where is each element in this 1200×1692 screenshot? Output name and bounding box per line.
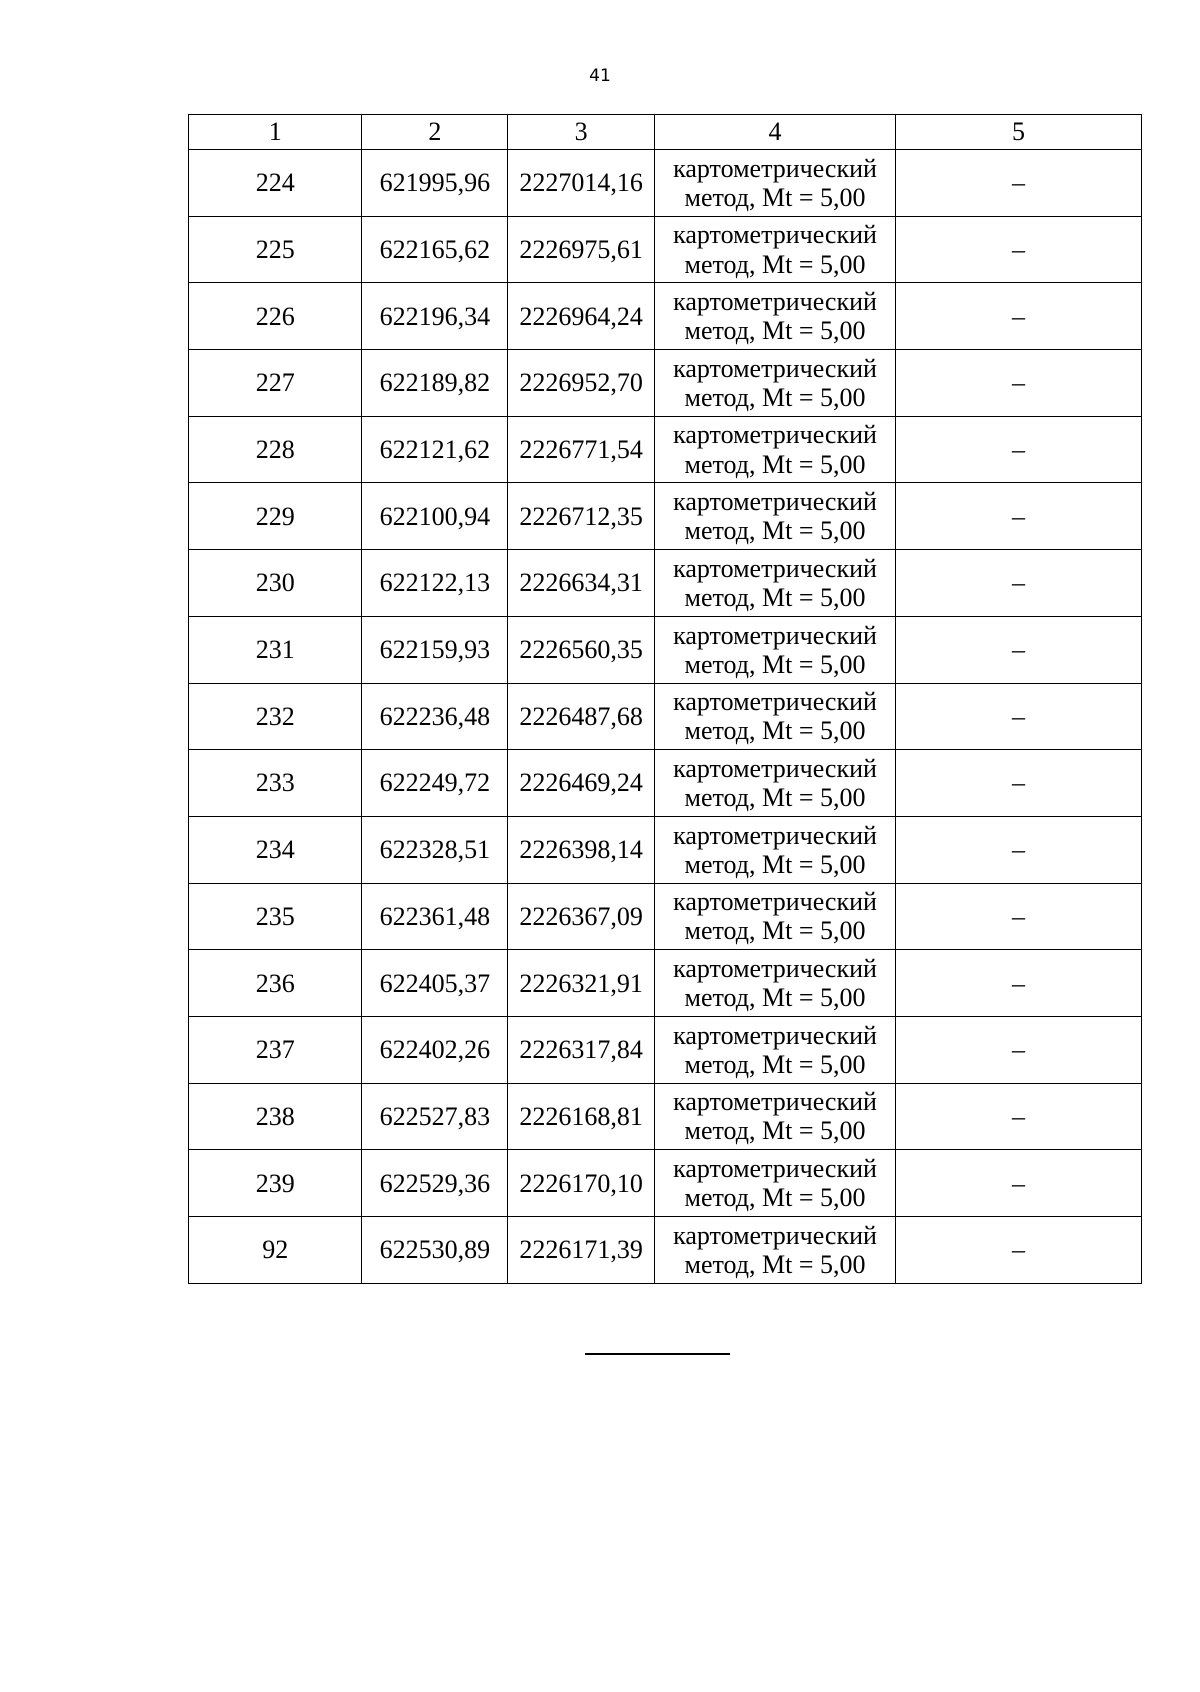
method-cell: [654, 750, 895, 817]
coordinate-y-cell: 2226952,70: [508, 350, 655, 417]
method-line-1: картометрический: [673, 220, 877, 250]
method-cell: [654, 816, 895, 883]
method-cell: [654, 216, 895, 283]
end-rule-divider: [585, 1353, 730, 1355]
table-row: [189, 616, 1142, 683]
coordinate-x-cell: 622361,48: [362, 883, 508, 950]
method-line-2: метод, Mt = 5,00: [684, 783, 866, 813]
note-cell: –: [896, 283, 1142, 350]
method-line-2: метод, Mt = 5,00: [684, 916, 866, 946]
method-cell: [654, 416, 895, 483]
method-cell: [654, 283, 895, 350]
method-line-2: метод, Mt = 5,00: [684, 516, 866, 546]
method-cell: [654, 483, 895, 550]
note-cell: –: [896, 350, 1142, 417]
table-body: [189, 115, 1142, 1284]
method-line-1: картометрический: [673, 420, 877, 450]
method-line-1: картометрический: [673, 1154, 877, 1184]
point-number-cell: 231: [189, 616, 362, 683]
table-row: [189, 883, 1142, 950]
table-row: [189, 416, 1142, 483]
method-cell: [654, 1083, 895, 1150]
coordinate-y-cell: 2226975,61: [508, 216, 655, 283]
note-cell: –: [896, 416, 1142, 483]
method-line-1: картометрический: [673, 153, 877, 183]
method-cell: [654, 550, 895, 617]
coordinate-x-cell: 622122,13: [362, 550, 508, 617]
coordinate-x-cell: 622236,48: [362, 683, 508, 750]
point-number-cell: 227: [189, 350, 362, 417]
note-cell: –: [896, 216, 1142, 283]
table-row: [189, 283, 1142, 350]
coordinate-y-cell: 2226712,35: [508, 483, 655, 550]
note-cell: –: [896, 616, 1142, 683]
method-line-2: метод, Mt = 5,00: [684, 382, 866, 412]
method-cell: [654, 1016, 895, 1083]
note-cell: –: [896, 816, 1142, 883]
header-cell: 2: [362, 115, 508, 150]
point-number-cell: 92: [189, 1217, 362, 1284]
method-line-2: метод, Mt = 5,00: [684, 1049, 866, 1079]
coordinate-x-cell: 622100,94: [362, 483, 508, 550]
coordinate-y-cell: 2226634,31: [508, 550, 655, 617]
method-cell: [654, 950, 895, 1017]
method-cell: [654, 883, 895, 950]
table-row: [189, 1150, 1142, 1217]
note-cell: –: [896, 550, 1142, 617]
table-row: [189, 1016, 1142, 1083]
method-line-2: метод, Mt = 5,00: [684, 582, 866, 612]
note-cell: –: [896, 1016, 1142, 1083]
coordinate-x-cell: 621995,96: [362, 150, 508, 217]
method-line-1: картометрический: [673, 820, 877, 850]
coordinates-table: [188, 114, 1142, 1284]
method-line-2: метод, Mt = 5,00: [684, 1249, 866, 1279]
method-line-1: картометрический: [673, 287, 877, 317]
coordinate-x-cell: 622196,34: [362, 283, 508, 350]
method-line-1: картометрический: [673, 1020, 877, 1050]
method-line-2: метод, Mt = 5,00: [684, 983, 866, 1013]
coordinate-y-cell: 2226469,24: [508, 750, 655, 817]
point-number-cell: 237: [189, 1016, 362, 1083]
point-number-cell: 229: [189, 483, 362, 550]
method-line-1: картометрический: [673, 620, 877, 650]
method-cell: [654, 616, 895, 683]
table-row: [189, 483, 1142, 550]
point-number-cell: 235: [189, 883, 362, 950]
header-cell: 5: [896, 115, 1142, 150]
coordinate-x-cell: 622189,82: [362, 350, 508, 417]
coordinate-y-cell: 2226317,84: [508, 1016, 655, 1083]
coordinate-x-cell: 622402,26: [362, 1016, 508, 1083]
coordinate-y-cell: 2226168,81: [508, 1083, 655, 1150]
coordinate-x-cell: 622527,83: [362, 1083, 508, 1150]
note-cell: –: [896, 1150, 1142, 1217]
coordinate-y-cell: 2226321,91: [508, 950, 655, 1017]
page-number: 41: [589, 66, 611, 86]
note-cell: –: [896, 150, 1142, 217]
table-row: [189, 216, 1142, 283]
point-number-cell: 232: [189, 683, 362, 750]
note-cell: –: [896, 483, 1142, 550]
coordinate-y-cell: 2226771,54: [508, 416, 655, 483]
point-number-cell: 225: [189, 216, 362, 283]
method-line-1: картометрический: [673, 1220, 877, 1250]
method-cell: [654, 350, 895, 417]
table-row: [189, 950, 1142, 1017]
point-number-cell: 236: [189, 950, 362, 1017]
table-row: [189, 150, 1142, 217]
coordinate-y-cell: 2227014,16: [508, 150, 655, 217]
table-row: [189, 1083, 1142, 1150]
header-cell: 4: [654, 115, 895, 150]
method-cell: [654, 1150, 895, 1217]
coordinate-x-cell: 622405,37: [362, 950, 508, 1017]
coordinate-y-cell: 2226487,68: [508, 683, 655, 750]
coordinate-y-cell: 2226398,14: [508, 816, 655, 883]
method-line-2: метод, Mt = 5,00: [684, 1116, 866, 1146]
method-line-1: картометрический: [673, 953, 877, 983]
method-line-1: картометрический: [673, 753, 877, 783]
method-cell: [654, 683, 895, 750]
method-line-1: картометрический: [673, 487, 877, 517]
table-row: [189, 683, 1142, 750]
header-cell: 3: [508, 115, 655, 150]
coordinate-x-cell: 622530,89: [362, 1217, 508, 1284]
point-number-cell: 230: [189, 550, 362, 617]
method-line-1: картометрический: [673, 553, 877, 583]
method-line-1: картометрический: [673, 353, 877, 383]
coordinate-x-cell: 622165,62: [362, 216, 508, 283]
point-number-cell: 226: [189, 283, 362, 350]
note-cell: –: [896, 683, 1142, 750]
table-header-row: [189, 115, 1142, 150]
coordinate-y-cell: 2226171,39: [508, 1217, 655, 1284]
method-line-2: метод, Mt = 5,00: [684, 249, 866, 279]
point-number-cell: 233: [189, 750, 362, 817]
point-number-cell: 234: [189, 816, 362, 883]
note-cell: –: [896, 750, 1142, 817]
header-cell: 1: [189, 115, 362, 150]
method-cell: [654, 150, 895, 217]
point-number-cell: 224: [189, 150, 362, 217]
point-number-cell: 239: [189, 1150, 362, 1217]
coordinate-y-cell: 2226560,35: [508, 616, 655, 683]
note-cell: –: [896, 950, 1142, 1017]
coordinate-x-cell: 622159,93: [362, 616, 508, 683]
coordinate-x-cell: 622529,36: [362, 1150, 508, 1217]
note-cell: –: [896, 883, 1142, 950]
coordinate-x-cell: 622328,51: [362, 816, 508, 883]
method-line-1: картометрический: [673, 1087, 877, 1117]
table-row: [189, 1217, 1142, 1284]
coordinate-y-cell: 2226367,09: [508, 883, 655, 950]
method-line-2: метод, Mt = 5,00: [684, 649, 866, 679]
note-cell: –: [896, 1217, 1142, 1284]
table-row: [189, 350, 1142, 417]
method-line-2: метод, Mt = 5,00: [684, 716, 866, 746]
method-line-2: метод, Mt = 5,00: [684, 316, 866, 346]
method-line-1: картометрический: [673, 887, 877, 917]
method-line-2: метод, Mt = 5,00: [684, 182, 866, 212]
point-number-cell: 228: [189, 416, 362, 483]
note-cell: –: [896, 1083, 1142, 1150]
point-number-cell: 238: [189, 1083, 362, 1150]
method-line-2: метод, Mt = 5,00: [684, 849, 866, 879]
coordinate-y-cell: 2226964,24: [508, 283, 655, 350]
method-line-1: картометрический: [673, 687, 877, 717]
table-row: [189, 550, 1142, 617]
method-line-2: метод, Mt = 5,00: [684, 1183, 866, 1213]
table-row: [189, 816, 1142, 883]
coordinate-x-cell: 622249,72: [362, 750, 508, 817]
method-cell: [654, 1217, 895, 1284]
method-line-2: метод, Mt = 5,00: [684, 449, 866, 479]
coordinate-x-cell: 622121,62: [362, 416, 508, 483]
coordinate-y-cell: 2226170,10: [508, 1150, 655, 1217]
table-row: [189, 750, 1142, 817]
